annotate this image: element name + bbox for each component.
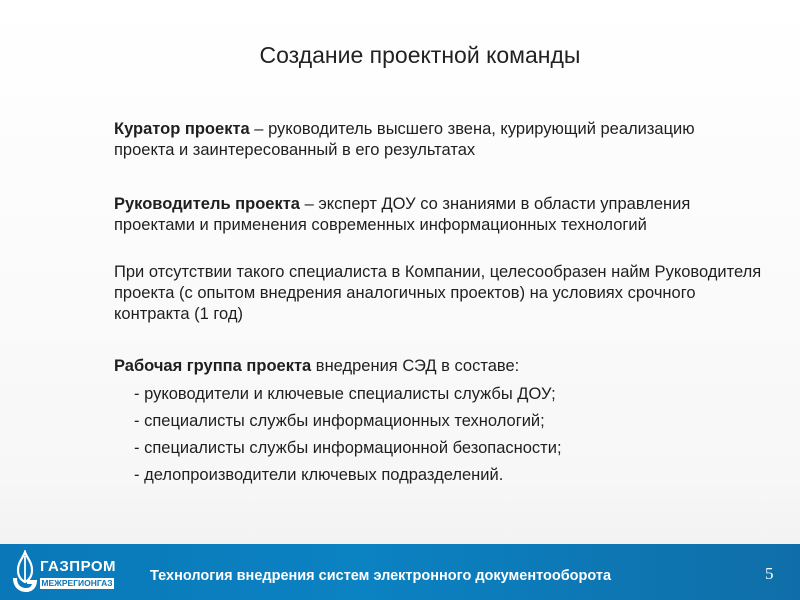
list-item: - специалисты службы информационных технологий;: [134, 412, 545, 430]
workgroup-list: [134, 381, 754, 489]
workgroup-paragraph: [114, 356, 774, 377]
curator-text: – руководитель высшего звена, курирующий реализацию проекта и заинтересованный в его результатах: [114, 120, 695, 159]
curator-term: Куратор проекта: [114, 120, 250, 138]
workgroup-term: Рабочая группа проекта: [114, 357, 312, 375]
list-item: - руководители и ключевые специалисты службы ДОУ;: [134, 385, 556, 403]
footer-caption: Технология внедрения систем электронного документооборота: [150, 568, 612, 584]
curator-paragraph: [114, 119, 754, 161]
slide-title: Создание проектной команды: [259, 42, 581, 68]
hire-note-paragraph: При отсутствии такого специалиста в Компании, целесообразен найм Руководителя проекта (с опытом внедрения аналогичных проектов) на условиях срочного контракта (1 год): [114, 263, 762, 323]
list-item: - делопроизводители ключевых подразделений.: [134, 466, 504, 484]
manager-term: Руководитель проекта: [114, 195, 300, 213]
workgroup-text: внедрения СЭД в составе:: [311, 357, 520, 375]
logo-subtitle: МЕЖРЕГИОНГАЗ: [41, 578, 113, 588]
logo-name: ГАЗПРОМ: [40, 558, 117, 575]
manager-paragraph: [114, 194, 774, 236]
flame-icon: [10, 550, 40, 594]
footer-bar: [0, 544, 800, 600]
page-number: 5: [765, 564, 774, 583]
list-item: - специалисты службы информационной безопасности;: [134, 439, 562, 457]
manager-text: – эксперт ДОУ со знаниями в области управления проектами и применения современных информационных технологий: [114, 195, 691, 234]
company-logo: [10, 550, 117, 594]
